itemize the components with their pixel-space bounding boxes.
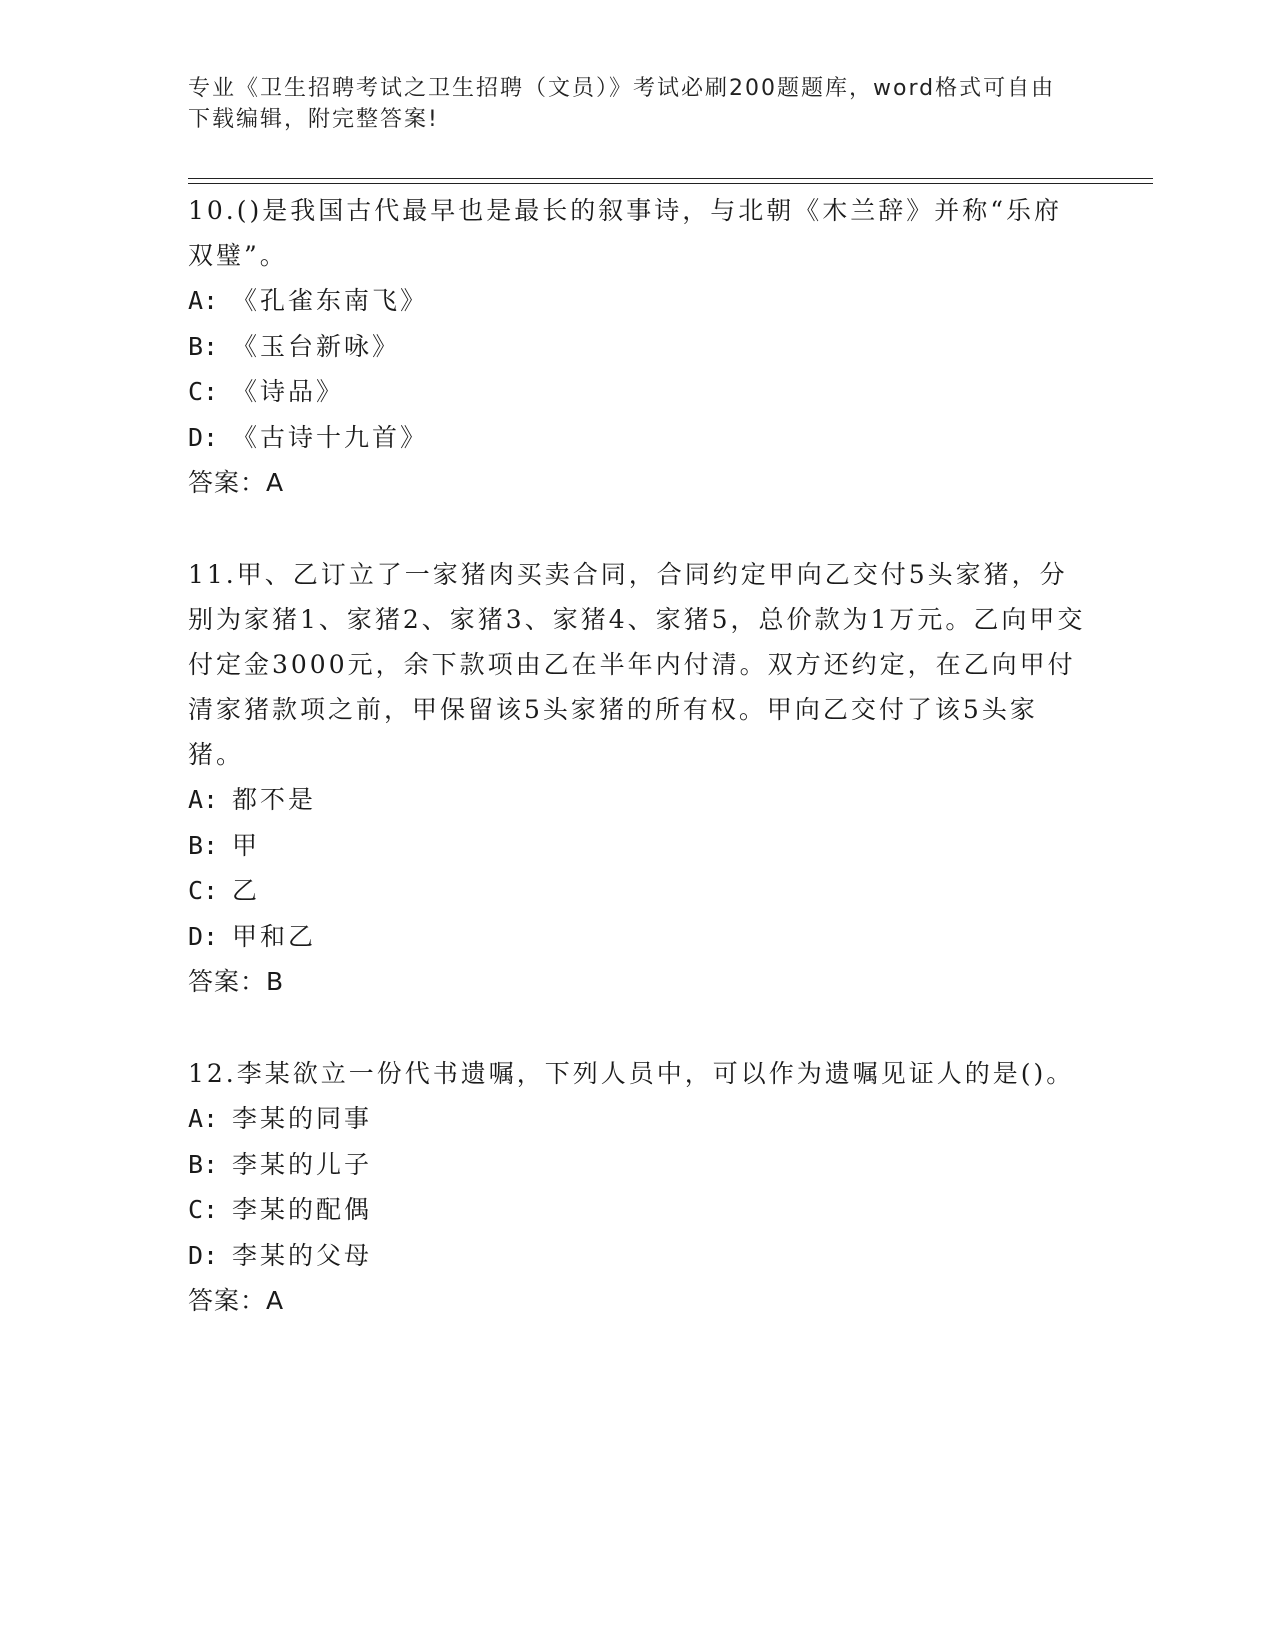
option-d xyxy=(188,1233,1088,1279)
option-letter: B: xyxy=(188,331,219,361)
header-divider-bottom xyxy=(188,183,1153,184)
option-text: 甲 xyxy=(232,830,261,860)
option-letter: C: xyxy=(188,1195,219,1224)
option-letter: D: xyxy=(188,422,219,452)
option-letter: A: xyxy=(188,286,219,315)
option-d xyxy=(188,914,1088,960)
option-text: 《古诗十九首》 xyxy=(232,422,429,452)
question-spacer xyxy=(188,505,1088,551)
option-letter: A: xyxy=(188,785,219,814)
option-a xyxy=(188,777,1088,823)
option-letter: D: xyxy=(188,921,219,951)
option-c xyxy=(188,868,1088,914)
option-letter: A: xyxy=(188,1104,219,1133)
option-a xyxy=(188,1096,1088,1142)
question-stem: 12.李某欲立一份代书遗嘱，下列人员中，可以作为遗嘱见证人的是()。 xyxy=(188,1059,1075,1088)
option-letter: B: xyxy=(188,830,219,860)
question-spacer xyxy=(188,1004,1088,1050)
option-b xyxy=(188,324,1088,370)
option-c xyxy=(188,1187,1088,1233)
option-text: 《诗品》 xyxy=(232,377,345,406)
option-text: 李某的儿子 xyxy=(232,1149,373,1179)
answer-line: 答案：A xyxy=(188,468,285,497)
document-header: 专业《卫生招聘考试之卫生招聘（文员）》考试必刷200题题库，word格式可自由下载编辑，附完整答案! xyxy=(188,76,1056,132)
option-text: 都不是 xyxy=(232,785,317,814)
option-text: 甲和乙 xyxy=(232,921,317,951)
option-letter: B: xyxy=(188,1149,219,1179)
option-d xyxy=(188,415,1088,461)
option-text: 乙 xyxy=(232,876,261,905)
option-text: 《孔雀东南飞》 xyxy=(232,286,429,315)
option-b xyxy=(188,1142,1088,1188)
question-11 xyxy=(188,551,1088,1004)
option-a xyxy=(188,278,1088,324)
option-text: 李某的同事 xyxy=(232,1104,373,1133)
question-list xyxy=(188,187,1088,1323)
option-c xyxy=(188,369,1088,415)
option-b xyxy=(188,823,1088,869)
option-letter: C: xyxy=(188,377,219,406)
option-text: 李某的配偶 xyxy=(232,1195,373,1224)
option-text: 《玉台新咏》 xyxy=(232,331,401,361)
header-divider-top xyxy=(188,178,1153,179)
question-10 xyxy=(188,187,1088,505)
option-letter: D: xyxy=(188,1240,219,1270)
option-letter: C: xyxy=(188,876,219,905)
question-12 xyxy=(188,1050,1088,1323)
answer-line: 答案：B xyxy=(188,967,285,996)
option-text: 李某的父母 xyxy=(232,1240,373,1270)
answer-line: 答案：A xyxy=(188,1286,285,1315)
question-stem: 10.()是我国古代最早也是最长的叙事诗，与北朝《木兰辞》并称“乐府双璧”。 xyxy=(188,196,1063,270)
question-stem: 11.甲、乙订立了一家猪肉买卖合同，合同约定甲向乙交付5头家猪，分别为家猪1、家猪2、家猪3、家猪4、家猪5，总价款为1万元。乙向甲交付定金3000元，余下款项由乙在半年内付清。双方还约定，在乙向甲付清家猪款项之前，甲保留该5头家猪的所有权。甲向乙交付了该5头家猪。 xyxy=(188,560,1086,769)
